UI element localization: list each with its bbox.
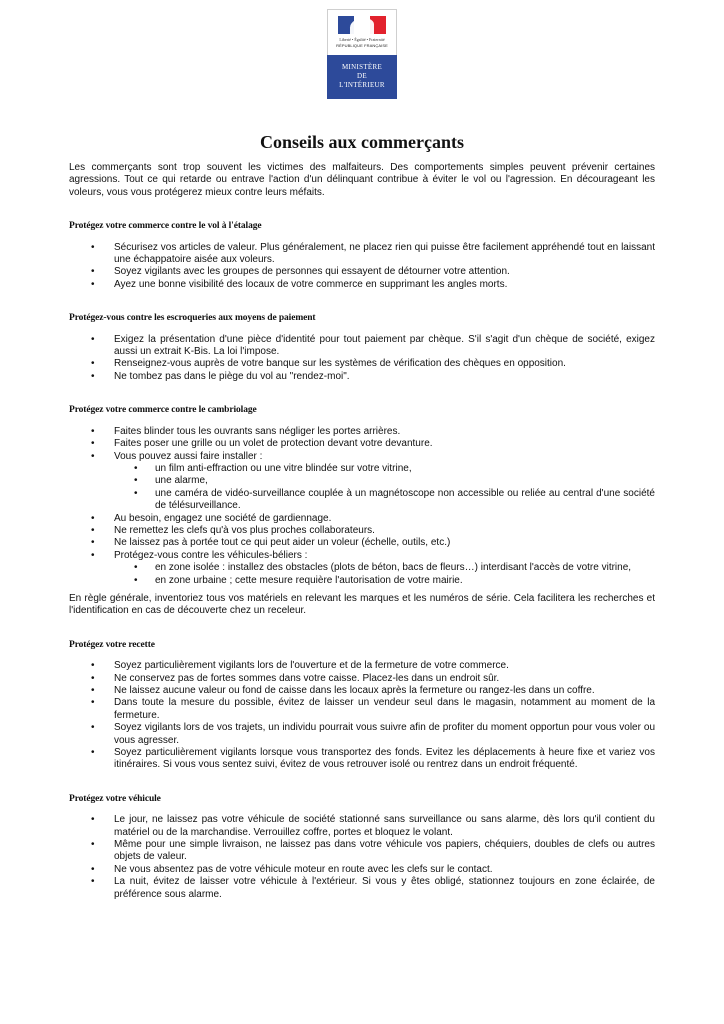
list-item: • Exigez la présentation d'une pièce d'identité pour tout paiement par chèque. S'il s'agit d'un chèque de société, exigez aussi un extrait K-Bis. La loi l'impose. xyxy=(69,334,655,359)
list-item: • Ne laissez aucune valeur ou fond de caisse dans les locaux après la fermeture ou rangez-les dans un coffre. xyxy=(69,685,655,697)
list-item: • Ayez une bonne visibilité des locaux de votre commerce en supprimant les angles morts. xyxy=(69,279,655,291)
list-item: • Dans toute la mesure du possible, évitez de laisser un vendeur seul dans le magasin, notamment au moment de la fermeture. xyxy=(69,697,655,722)
sub-list xyxy=(69,562,655,587)
sub-list-item: • en zone isolée : installez des obstacles (plots de béton, bacs de fleurs…) interdisant l'accès de votre vitrine, xyxy=(114,562,655,574)
section-heading: Protégez votre véhicule xyxy=(69,793,161,804)
section-list xyxy=(69,660,655,772)
section-heading: Protégez votre commerce contre le cambriolage xyxy=(69,405,257,416)
list-item: • Soyez particulièrement vigilants lors de l'ouverture et de la fermeture de votre commerce. xyxy=(69,660,655,672)
intro-paragraph: Les commerçants sont trop souvent les victimes des malfaiteurs. Des comportements simples peuvent prévenir certaines agressions. Tout ce qui retarde ou entrave l'action d'un délinquant contribue à éviter le vol ou l'agression. En décourageant les voleurs, vous vous protégerez mieux contre leurs méfaits. xyxy=(69,162,655,198)
logo-republic: RÉPUBLIQUE FRANÇAISE xyxy=(336,43,388,48)
list-item: • Le jour, ne laissez pas votre véhicule de société stationné sans surveillance ou sans alarme, dès lors qu'il contient du matériel ou de la marchandise. Verrouillez coffre, portes et bloquez le volant. xyxy=(69,814,655,839)
logo-line-3: L'INTÉRIEUR xyxy=(339,81,385,89)
logo-motto: Liberté • Égalité • Fraternité xyxy=(339,37,385,42)
list-item: • Ne laissez pas à portée tout ce qui peut aider un voleur (échelle, outils, etc.) xyxy=(69,537,655,549)
section-heading: Protégez votre commerce contre le vol à l'étalage xyxy=(69,221,262,232)
sub-list xyxy=(69,463,655,513)
list-item: • Sécurisez vos articles de valeur. Plus généralement, ne placez rien qui puisse être facilement appréhendé tout en laissant une échappatoire aisée aux voleurs. xyxy=(69,242,655,267)
logo-ministry-block xyxy=(327,55,397,99)
ministere-interieur-logo xyxy=(327,9,397,99)
list-item: • Ne vous absentez pas de votre véhicule moteur en route avec les clefs sur le contact. xyxy=(69,864,655,876)
logo-line-2: DE xyxy=(357,72,367,80)
list-item: • Faites poser une grille ou un volet de protection devant votre devanture. xyxy=(69,438,655,450)
section-list xyxy=(69,242,655,292)
sub-list-item: • une caméra de vidéo-surveillance couplée à un magnétoscope non accessible ou reliée au central d'une société de télésurveillance. xyxy=(114,488,655,513)
list-item: • Soyez particulièrement vigilants lorsque vous transportez des fonds. Evitez les déplacements à heure fixe et variez vos itinéraires. Si vous vous sentez suivi, évitez de vous retrouver isolé ou rentrez dans un endroit fréquenté. xyxy=(69,747,655,772)
page-title: Conseils aux commerçants xyxy=(260,132,464,152)
logo-line-1: MINISTÈRE xyxy=(341,63,383,71)
list-item-with-sublist xyxy=(69,451,655,513)
list-item: • Même pour une simple livraison, ne laissez pas dans votre véhicule vos papiers, chéquiers, doubles de clefs ou autres objets de valeur. xyxy=(69,839,655,864)
list-item-text: Vous pouvez aussi faire installer : xyxy=(114,450,263,462)
list-item: • Ne conservez pas de fortes sommes dans votre caisse. Placez-les dans un endroit sûr. xyxy=(69,673,655,685)
list-item: • Soyez vigilants avec les groupes de personnes qui essayent de détourner votre attention. xyxy=(69,266,655,278)
section-heading: Protégez votre recette xyxy=(69,639,155,650)
list-item-text: Protégez-vous contre les véhicules-béliers : xyxy=(114,549,308,561)
document-body xyxy=(69,162,655,901)
list-item: • Faites blinder tous les ouvrants sans négliger les portes arrières. xyxy=(69,426,655,438)
list-item: • Au besoin, engagez une société de gardiennage. xyxy=(69,513,655,525)
list-item: • Renseignez-vous auprès de votre banque sur les systèmes de vérification des chèques en opposition. xyxy=(69,358,655,370)
logo-marianne-block xyxy=(327,9,397,57)
list-item: • Ne remettez les clefs qu'à vos plus proches collaborateurs. xyxy=(69,525,655,537)
sub-list-item: • un film anti-effraction ou une vitre blindée sur votre vitrine, xyxy=(114,463,655,475)
marianne-flag-icon xyxy=(338,16,386,34)
section-list xyxy=(69,814,655,901)
closing-paragraph: En règle générale, inventoriez tous vos matériels en relevant les marques et les numéros de série. Cela facilitera les recherches et l'identification en cas de découverte chez un receleur. xyxy=(69,592,655,617)
section-list xyxy=(69,426,655,587)
sub-list-item: • une alarme, xyxy=(114,475,655,487)
list-item: • Soyez vigilants lors de vos trajets, un individu pourrait vous suivre afin de profiter du moment opportun pour vous voler ou vous agresser. xyxy=(69,722,655,747)
sub-list-item: • en zone urbaine ; cette mesure requière l'autorisation de votre mairie. xyxy=(114,575,655,587)
list-item-with-sublist xyxy=(69,550,655,587)
list-item: • La nuit, évitez de laisser votre véhicule à l'extérieur. Si vous y êtes obligé, stationnez toujours en zone éclairée, de préférence sous alarme. xyxy=(69,876,655,901)
section-list xyxy=(69,334,655,384)
list-item: • Ne tombez pas dans le piège du vol au "rendez-moi". xyxy=(69,371,655,383)
section-heading: Protégez-vous contre les escroqueries aux moyens de paiement xyxy=(69,313,316,324)
